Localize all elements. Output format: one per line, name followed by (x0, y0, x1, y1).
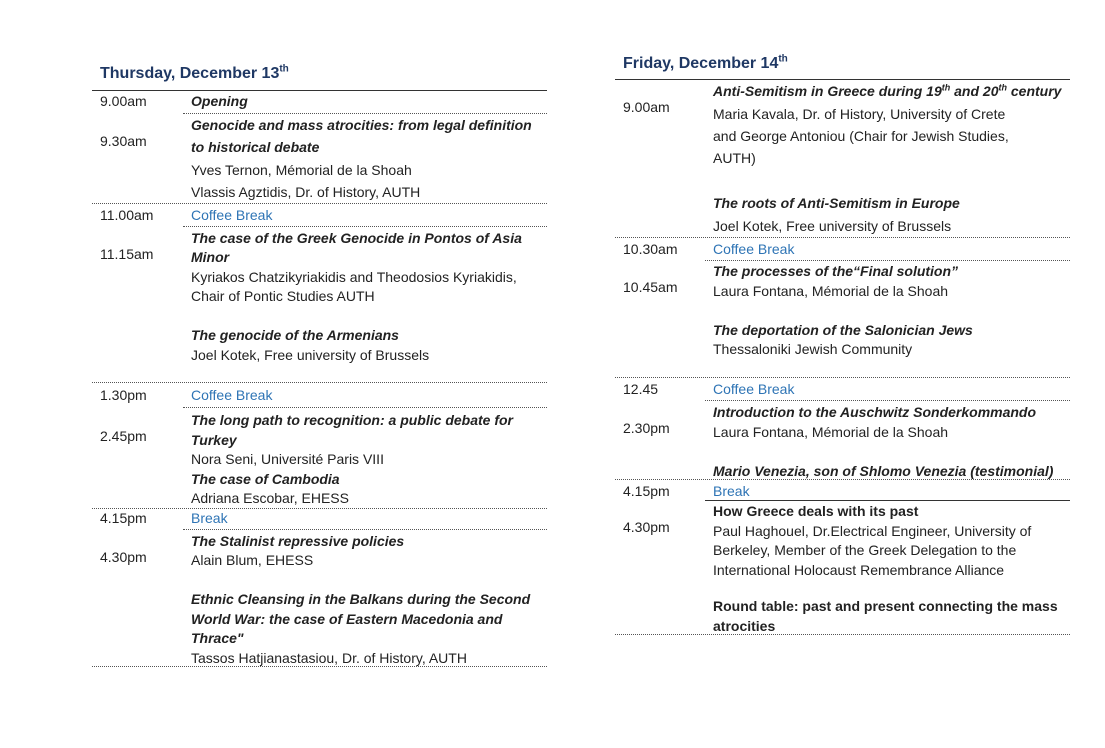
thu-session-1-title: Opening (191, 93, 248, 109)
friday-day-sup: th (778, 53, 788, 65)
fri-divider (705, 260, 1070, 261)
thu-session-8-speaker: Tassos Hatjianastasiou, Dr. of History, AUTH (191, 650, 467, 666)
thu-session-3-speaker-b: Chair of Pontic Studies AUTH (191, 288, 375, 304)
fri-session-4-title: The deportation of the Salonician Jews (713, 322, 973, 338)
fri-time-2: 10.30am (623, 241, 678, 257)
thu-time-2: 9.30am (100, 133, 147, 149)
thursday-day-title (100, 65, 289, 83)
thursday-header-rule (92, 90, 547, 91)
thu-session-5-speaker: Nora Seni, Université Paris VIII (191, 451, 384, 467)
thu-time-8: 4.30pm (100, 549, 147, 565)
thu-session-8-title-c: Thrace" (191, 630, 244, 646)
fri-session-7-speaker-c: International Holocaust Remembrance Alliance (713, 562, 1005, 578)
thu-session-4-title: The genocide of the Armenians (191, 327, 399, 343)
thursday-day-text: Thursday, December 13 (100, 65, 280, 82)
thu-session-7-speaker: Alain Blum, EHESS (191, 552, 314, 568)
thu-time-3: 11.00am (100, 207, 154, 223)
fri-break: Break (713, 483, 750, 499)
thu-time-6: 2.45pm (100, 428, 147, 444)
fri-session-1-sup-1: th (941, 82, 951, 93)
friday-header-rule (615, 79, 1070, 80)
thu-break: Break (191, 510, 228, 526)
fri-session-3-title: The processes of the“Final solution” (713, 263, 959, 279)
fri-session-1-title (713, 82, 1061, 100)
thu-session-5-title-a: The long path to recognition: a public debate for (191, 412, 513, 428)
thu-divider (183, 113, 547, 114)
fri-divider (615, 479, 1070, 480)
thu-divider (183, 529, 547, 530)
fri-session-5-title: Introduction to the Auschwitz Sonderkommando (713, 404, 1037, 420)
friday-day-title (623, 55, 788, 73)
thu-session-2-speaker-1: Yves Ternon, Mémorial de la Shoah (191, 162, 412, 178)
fri-session-2-title: The roots of Anti-Semitism in Europe (713, 195, 960, 211)
fri-divider (615, 634, 1070, 635)
fri-session-7-title: How Greece deals with its past (713, 503, 919, 519)
thu-session-3-title-a: The case of the Greek Genocide in Pontos of Asia (191, 230, 522, 246)
fri-session-1-sup-2: th (998, 82, 1007, 93)
fri-session-6-title: Mario Venezia, son of Shlomo Venezia (testimonial) (713, 463, 1054, 479)
fri-session-7-speaker-b: Berkeley, Member of the Greek Delegation to the (713, 542, 1017, 558)
thu-divider (92, 508, 547, 509)
thursday-day-sup: th (279, 63, 289, 75)
thu-divider (92, 203, 547, 204)
fri-session-5-speaker: Laura Fontana, Mémorial de la Shoah (713, 424, 949, 440)
thu-session-4-speaker: Joel Kotek, Free university of Brussels (191, 347, 430, 363)
thu-session-7-title: The Stalinist repressive policies (191, 533, 405, 549)
fri-session-1-speaker-a: Maria Kavala, Dr. of History, University of Crete (713, 106, 1006, 122)
fri-divider (615, 237, 1070, 238)
fri-time-4: 12.45 (623, 381, 659, 397)
thu-session-2-speaker-2: Vlassis Agztidis, Dr. of History, AUTH (191, 184, 421, 200)
fri-session-4-speaker: Thessaloniki Jewish Community (713, 341, 913, 357)
fri-coffee-break-1: Coffee Break (713, 241, 795, 257)
fri-session-1-speaker-b: and George Antoniou (Chair for Jewish Studies, (713, 128, 1009, 144)
fri-time-6: 4.15pm (623, 483, 670, 499)
thu-time-7: 4.15pm (100, 510, 147, 526)
fri-coffee-break-2: Coffee Break (713, 381, 795, 397)
thu-coffee-break-1: Coffee Break (191, 207, 273, 223)
thu-session-5-title-b: Turkey (191, 432, 237, 448)
fri-session-1-title-mid: and 20 (950, 83, 999, 99)
fri-session-3-speaker: Laura Fontana, Mémorial de la Shoah (713, 283, 949, 299)
fri-time-7: 4.30pm (623, 519, 670, 535)
thu-session-6-speaker: Adriana Escobar, EHESS (191, 490, 349, 506)
thu-session-3-speaker-a: Kyriakos Chatzikyriakidis and Theodosios Kyriakidis, (191, 269, 517, 285)
thu-divider (92, 382, 547, 383)
fri-session-7-speaker-a: Paul Haghouel, Dr.Electrical Engineer, University of (713, 523, 1032, 539)
thu-session-8-title-b: World War: the case of Eastern Macedonia and (191, 611, 503, 627)
fri-session-1-speaker-c: AUTH) (713, 150, 756, 166)
fri-time-5: 2.30pm (623, 420, 670, 436)
thu-session-8-title-a: Ethnic Cleansing in the Balkans during the Second (191, 591, 531, 607)
fri-session-8-title-b: atrocities (713, 618, 776, 634)
thu-coffee-break-2: Coffee Break (191, 387, 273, 403)
fri-session-1-title-post: century (1006, 83, 1062, 99)
thu-time-1: 9.00am (100, 93, 147, 109)
fri-time-3: 10.45am (623, 279, 678, 295)
thu-divider (92, 666, 547, 667)
fri-divider (615, 377, 1070, 378)
fri-time-1: 9.00am (623, 99, 670, 115)
thu-session-3-title-b: Minor (191, 249, 230, 265)
fri-session-2-speaker: Joel Kotek, Free university of Brussels (713, 218, 952, 234)
fri-session-8-title-a: Round table: past and present connecting the mass (713, 598, 1058, 614)
thu-session-6-title: The case of Cambodia (191, 471, 340, 487)
fri-session-1-title-pre: Anti-Semitism in Greece during 19 (713, 83, 942, 99)
thu-time-5: 1.30pm (100, 387, 147, 403)
thu-time-4: 11.15am (100, 246, 154, 262)
thu-divider (183, 407, 547, 408)
fri-divider (705, 400, 1070, 401)
fri-divider (705, 500, 1070, 501)
thu-session-2-title-a: Genocide and mass atrocities: from legal definition (191, 117, 532, 133)
thu-session-2-title-b: to historical debate (191, 139, 320, 155)
friday-day-text: Friday, December 14 (623, 55, 779, 72)
thu-divider (183, 226, 547, 227)
